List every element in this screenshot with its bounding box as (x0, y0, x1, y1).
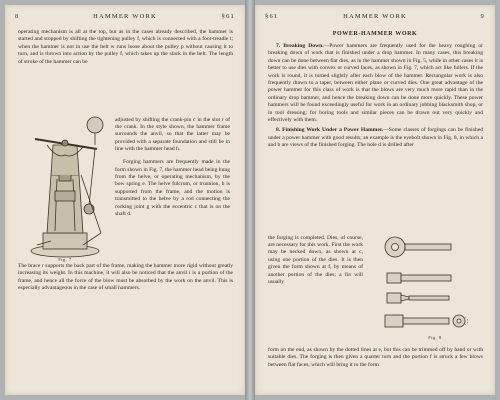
left-text-top (18, 29, 233, 66)
left-page (5, 5, 245, 395)
paragraph: Forging hammers are frequently made in the form shown in Fig. 7, the hammer head being hung from the helve, or operating mechanism, by the bow spring e. The helve fulcrum, or trunnion, b is supported from the frame, and the motion is transmitted to the helve by a rod connecting the rocking joint g with the eccentric c that is on the shaft d. (115, 159, 230, 218)
paragraph: the forging is completed. Dies, of course, are necessary for this work. First the work may be necked down, as shown at c, using one portion of the dies. It is then given the form shown at f, by means of another portion of the dies; a fin will usually (268, 234, 363, 286)
right-page (255, 5, 495, 395)
eyebolt-illustration (365, 227, 483, 345)
section-mark: §61 (221, 13, 235, 20)
paragraph-heading: 8. Finishing Work Under a Power Hammer. (276, 127, 384, 134)
paragraph: form on the end, as shown by the dotted lines at e, but this can be trimmed off by hand or with suitable dies. The forging is then given a quarter turn and the portion f is struck a few blows between flat faces, which will bring it to the form (268, 347, 483, 368)
running-head: HAMMER WORK (343, 13, 407, 20)
paragraph: adjusted by shifting the crank-pin c in the slot r of the crank. In the style shown, the hammer frame surrounds the anvil, so that the latter may be provided with a separate foundation and still be in line with the hammer head h. (115, 116, 230, 153)
paragraph-body: —Power hammers are frequently used for the heavy roughing or breaking down of work that is finished under a drop hammer. In many cases, this breaking down can be done between flat dies, as in the hammer shown in Fig. 5, while in other cases it is better to use dies with convex or curved faces, as shown in Fig. 7, which act like fullers. If the work is round, it is turned slightly after each blow of the hammer. Rectangular work is also frequently drawn to a taper, between either plane or curved dies. One great advantage of the power hammer for this class of work is that the blows are very much more rapid than in the ordinary drop hammer, and hence the breaking down can be done more quickly. These power hammers will be found exceedingly useful for work in an ordinary jobbing blacksmith shop, or in tool dressing; for boring tools and similar pieces can be drawn out very quickly and effectively with them. (268, 43, 483, 124)
figure-caption: Fig. 8 (428, 335, 442, 340)
figure-caption: Fig. 7 (58, 257, 72, 262)
right-text-bottom (268, 347, 483, 369)
right-text-beside-figure (268, 229, 363, 292)
power-hammer-illustration (17, 105, 112, 263)
running-head: HAMMER WORK (93, 13, 157, 20)
paragraph: The brace r supports the back part of the frame, making the hammer more rigid without greatly increasing its weight. In this machine, it will also be noticed that the anvil i is a portion of the frame, and hence all the force of the blow must be absorbed by the work on the anvil. This is especially advantageous in the case of small hammers. (18, 263, 233, 292)
paragraph-7 (268, 43, 483, 124)
section-heading: POWER-HAMMER WORK (332, 31, 418, 37)
right-page-header (265, 13, 485, 23)
paragraph-heading: 7. Breaking Down. (276, 43, 324, 49)
book-gutter (245, 0, 255, 400)
paragraph: operating mechanism is all at the top, but as in the cases already described, the hammer is started and stopped by shifting the tightening pulley f, which is connected with a foot-treadle t; when the hammer is not in use the belt w runs loose about the pulley p without causing it to turn, and is thrown into action by the pulley f, which takes up the slack in the belt. The length of stroke of the hammer can be (18, 29, 233, 65)
page-number: 8 (15, 13, 20, 20)
paragraph-body: —Some classes of forgings can be finished under a power hammer with good results; an example is the eyebolt shown in Fig. 8, in which a and b are views of the finished forging. The hole d is drilled after (268, 127, 483, 149)
paragraph-8 (268, 127, 483, 149)
section-mark: §61 (265, 13, 279, 20)
right-text-top (268, 43, 483, 150)
left-page-header (15, 13, 235, 23)
left-text-bottom (18, 263, 233, 293)
page-number: 9 (480, 13, 485, 20)
left-text-beside-figure (115, 111, 230, 224)
